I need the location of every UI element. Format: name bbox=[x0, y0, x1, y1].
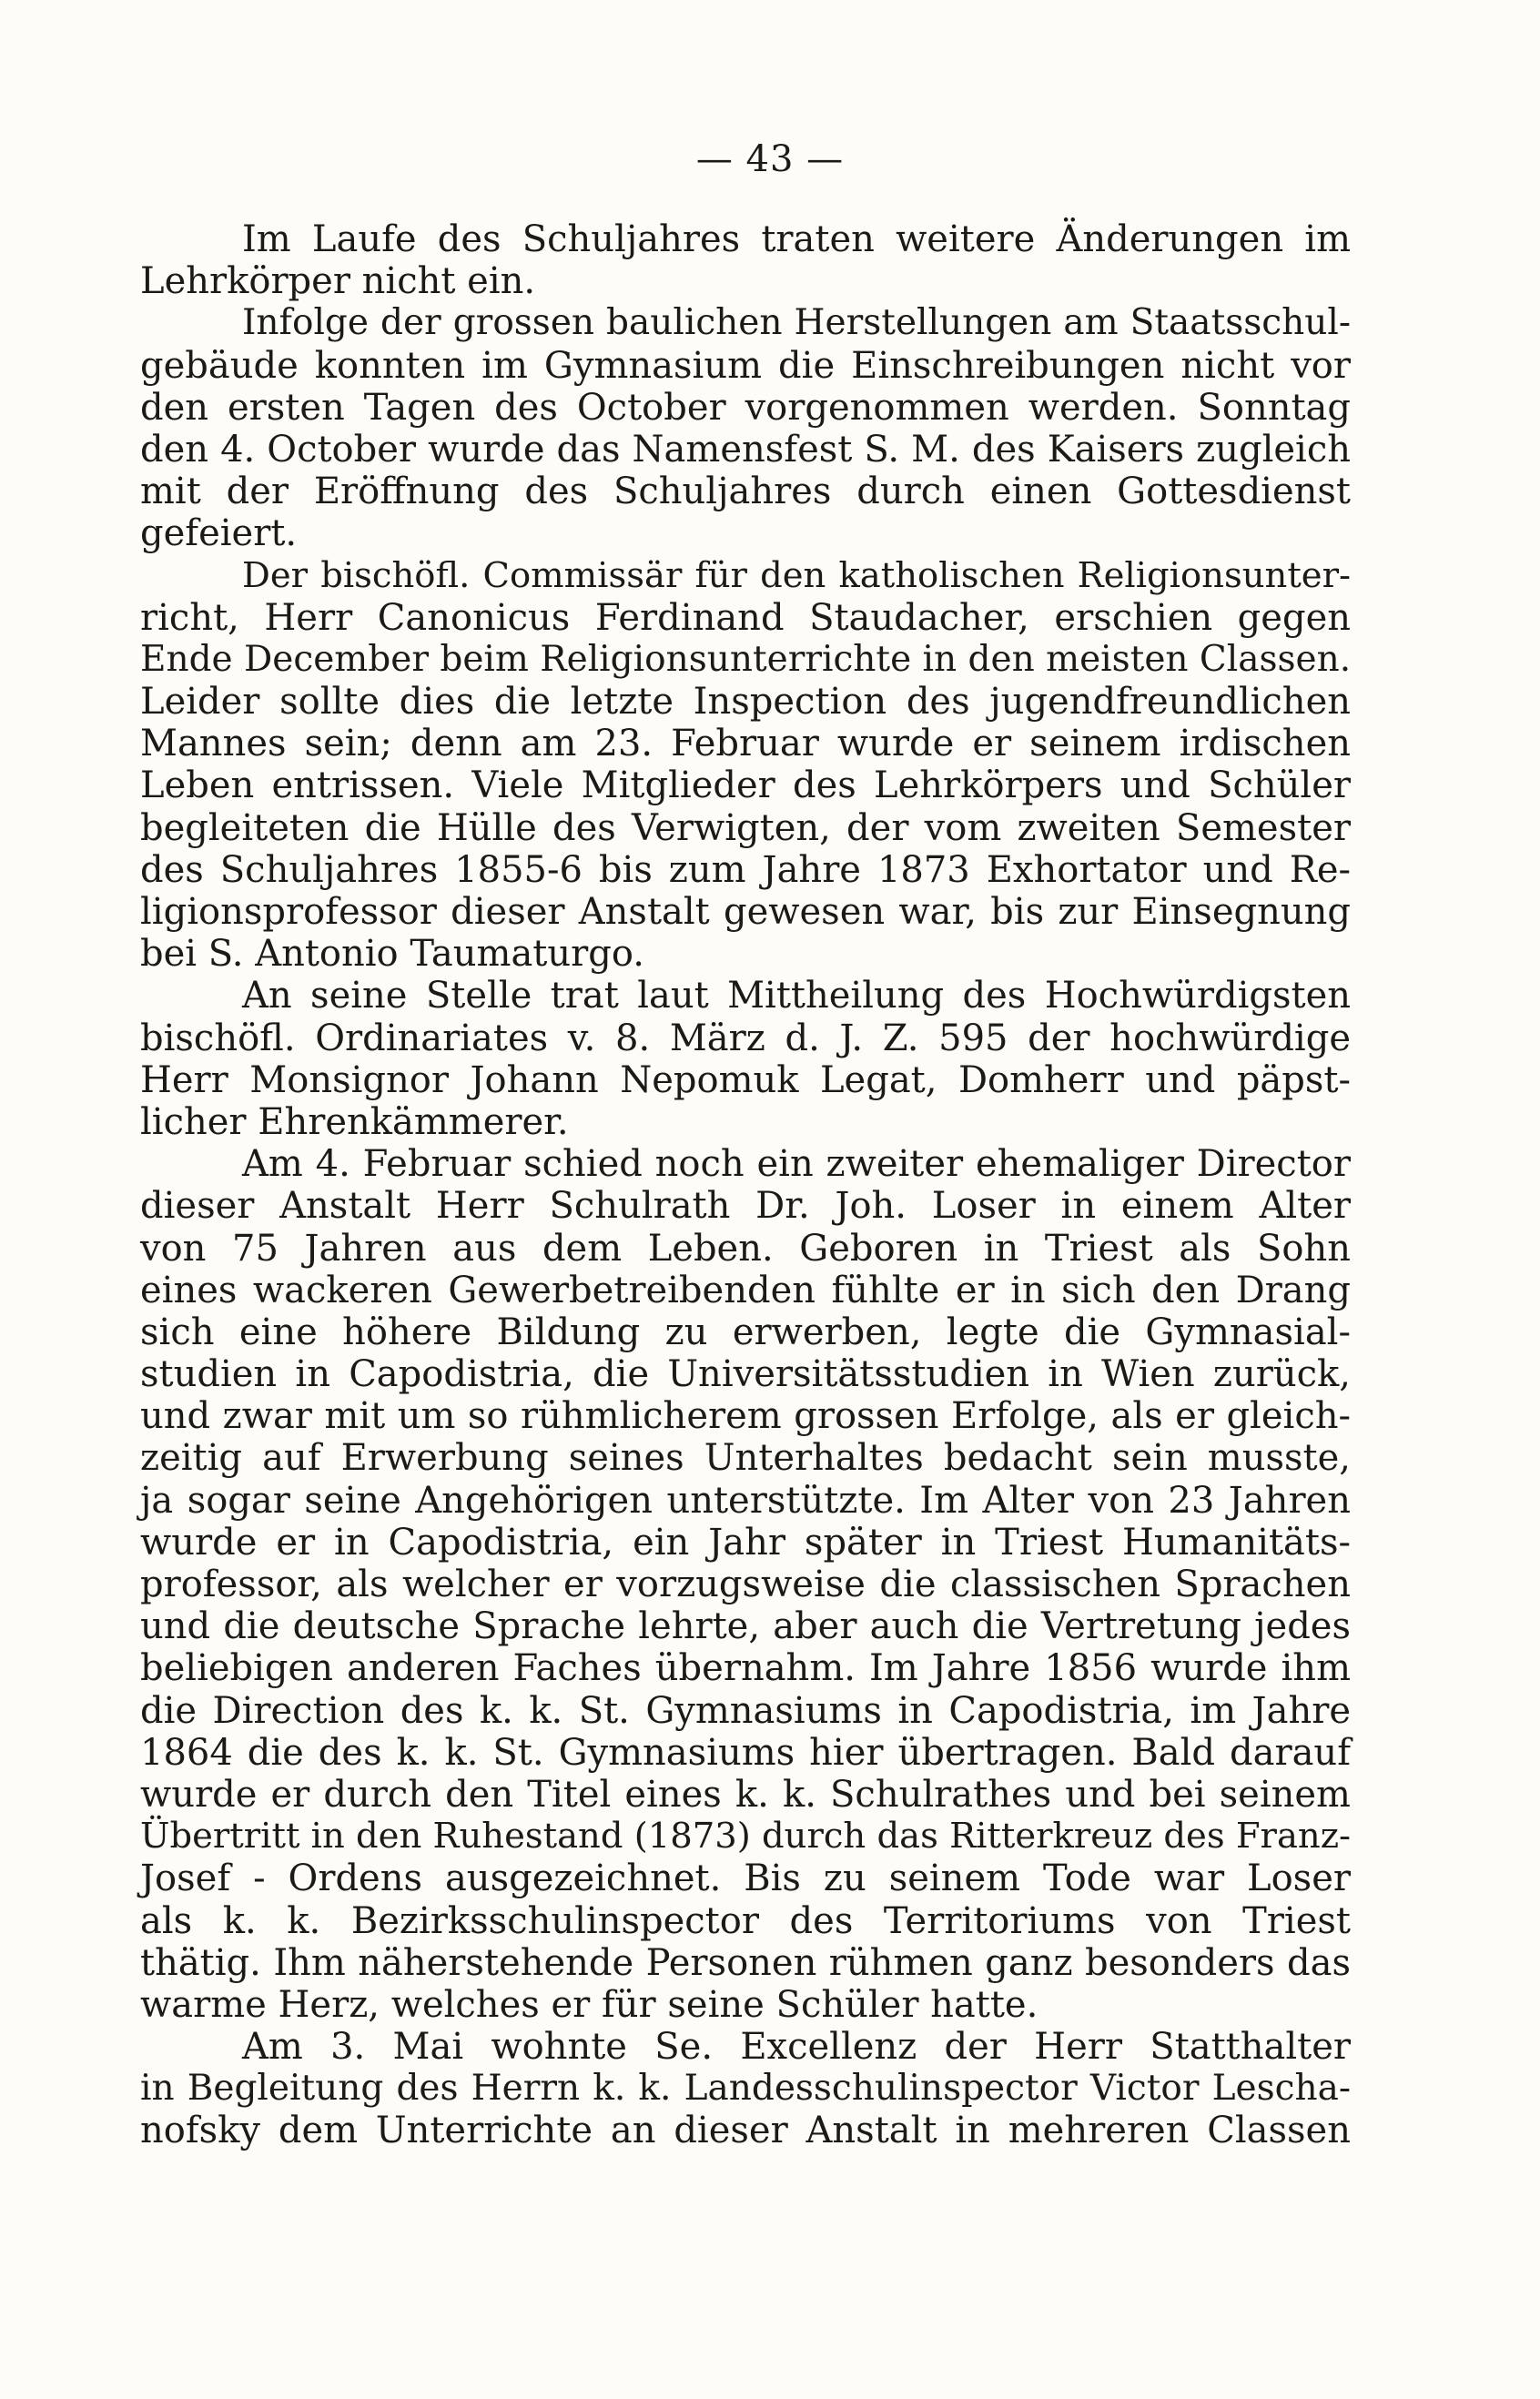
text-line: die Direction des k. k. St. Gymnasiums in Capodistria, im Jahre bbox=[140, 1689, 1351, 1732]
text-line: richt, Herr Canonicus Ferdinand Staudacher, erschien gegen bbox=[140, 596, 1351, 639]
text-line: Infolge der grossen baulichen Herstellungen am Staatsschul- bbox=[242, 302, 1351, 344]
text-line: licher Ehrenkämmerer. bbox=[140, 1100, 569, 1143]
text-line: sich eine höhere Bildung zu erwerben, legte die Gymnasial- bbox=[140, 1311, 1351, 1353]
text-line: eines wackeren Gewerbetreibenden fühlte er in sich den Drang bbox=[140, 1269, 1351, 1311]
text-line: Ende December beim Religionsunterrichte in den meisten Classen. bbox=[140, 638, 1352, 680]
text-line: beliebigen anderen Faches übernahm. Im Jahre 1856 wurde ihm bbox=[140, 1647, 1351, 1690]
text-line: Der bischöfl. Commissär für den katholischen Religionsunter- bbox=[242, 554, 1351, 596]
text-line: Lehrkörper nicht ein. bbox=[140, 260, 536, 303]
text-line: wurde er durch den Titel eines k. k. Schulrathes und bei seinem bbox=[140, 1773, 1351, 1816]
text-line: bei S. Antonio Taumaturgo. bbox=[140, 933, 644, 976]
text-line: studien in Capodistria, die Universitätsstudien in Wien zurück, bbox=[140, 1353, 1351, 1396]
text-line: begleiteten die Hülle des Verwigten, der vom zweiten Semester bbox=[140, 806, 1351, 849]
text-line: zeitig auf Erwerbung seines Unterhaltes bedacht sein musste, bbox=[140, 1437, 1351, 1480]
text-line: den ersten Tagen des October vorgenommen werden. Sonntag bbox=[140, 386, 1351, 429]
text-line: Leben entrissen. Viele Mitglieder des Lehrkörpers und Schüler bbox=[140, 764, 1351, 807]
text-line: Im Laufe des Schuljahres traten weitere Änderungen im bbox=[242, 218, 1351, 260]
text-line: thätig. Ihm näherstehende Personen rühmen ganz besonders das bbox=[140, 1941, 1351, 1984]
text-line: als k. k. Bezirksschulinspector des Territoriums von Triest bbox=[140, 1899, 1351, 1942]
text-line: von 75 Jahren aus dem Leben. Geboren in Triest als Sohn bbox=[140, 1227, 1351, 1270]
text-line: des Schuljahres 1855-6 bis zum Jahre 1873 Exhortator und Re- bbox=[140, 848, 1351, 891]
text-line: gefeiert. bbox=[140, 512, 298, 555]
text-line: den 4. October wurde das Namensfest S. M. des Kaisers zugleich bbox=[140, 428, 1351, 471]
text-line: nofsky dem Unterrichte an dieser Anstalt in mehreren Classen bbox=[140, 2110, 1351, 2152]
text-line: Am 3. Mai wohnte Se. Excellenz der Herr Statthalter bbox=[242, 2026, 1351, 2069]
text-line: und die deutsche Sprache lehrte, aber auch die Vertretung jedes bbox=[140, 1605, 1351, 1648]
text-line: mit der Eröffnung des Schuljahres durch einen Gottesdienst bbox=[140, 471, 1351, 513]
page-number: — 43 — bbox=[695, 138, 845, 180]
text-line: ligionsprofessor dieser Anstalt gewesen war, bis zur Einsegnung bbox=[140, 891, 1351, 933]
text-line: An seine Stelle trat laut Mittheilung des Hochwürdigsten bbox=[242, 975, 1351, 1017]
text-line: in Begleitung des Herrn k. k. Landesschulinspector Victor Lescha- bbox=[140, 2068, 1351, 2110]
text-line: professor, als welcher er vorzugsweise die classischen Sprachen bbox=[140, 1564, 1351, 1605]
text-line: Josef - Ordens ausgezeichnet. Bis zu seinem Tode war Loser bbox=[140, 1857, 1351, 1900]
text-line: bischöfl. Ordinariates v. 8. März d. J. Z. 595 der hochwürdige bbox=[140, 1017, 1351, 1059]
text-line: Mannes sein; denn am 23. Februar wurde er seinem irdischen bbox=[140, 723, 1351, 765]
text-line: ja sogar seine Angehörigen unterstützte. Im Alter von 23 Jahren bbox=[140, 1479, 1351, 1522]
body-text bbox=[140, 218, 1351, 2152]
text-line: Am 4. Februar schied noch ein zweiter ehemaliger Director bbox=[242, 1143, 1351, 1186]
text-line: gebäude konnten im Gymnasium die Einschreibungen nicht vor bbox=[140, 344, 1351, 387]
text-line: wurde er in Capodistria, ein Jahr später in Triest Humanitäts- bbox=[140, 1521, 1351, 1564]
text-line: und zwar mit um so rühmlicherem grossen Erfolge, als er gleich- bbox=[140, 1395, 1351, 1438]
text-line: Übertritt in den Ruhestand (1873) durch das Ritterkreuz des Franz- bbox=[140, 1816, 1351, 1857]
text-line: Leider sollte dies die letzte Inspection des jugendfreundlichen bbox=[140, 681, 1351, 724]
text-line: warme Herz, welches er für seine Schüler hatte. bbox=[140, 1983, 1038, 2026]
text-line: Herr Monsignor Johann Nepomuk Legat, Domherr und päpst- bbox=[140, 1058, 1351, 1101]
text-line: dieser Anstalt Herr Schulrath Dr. Joh. Loser in einem Alter bbox=[140, 1185, 1351, 1228]
text-line: 1864 die des k. k. St. Gymnasiums hier übertragen. Bald darauf bbox=[140, 1731, 1351, 1774]
